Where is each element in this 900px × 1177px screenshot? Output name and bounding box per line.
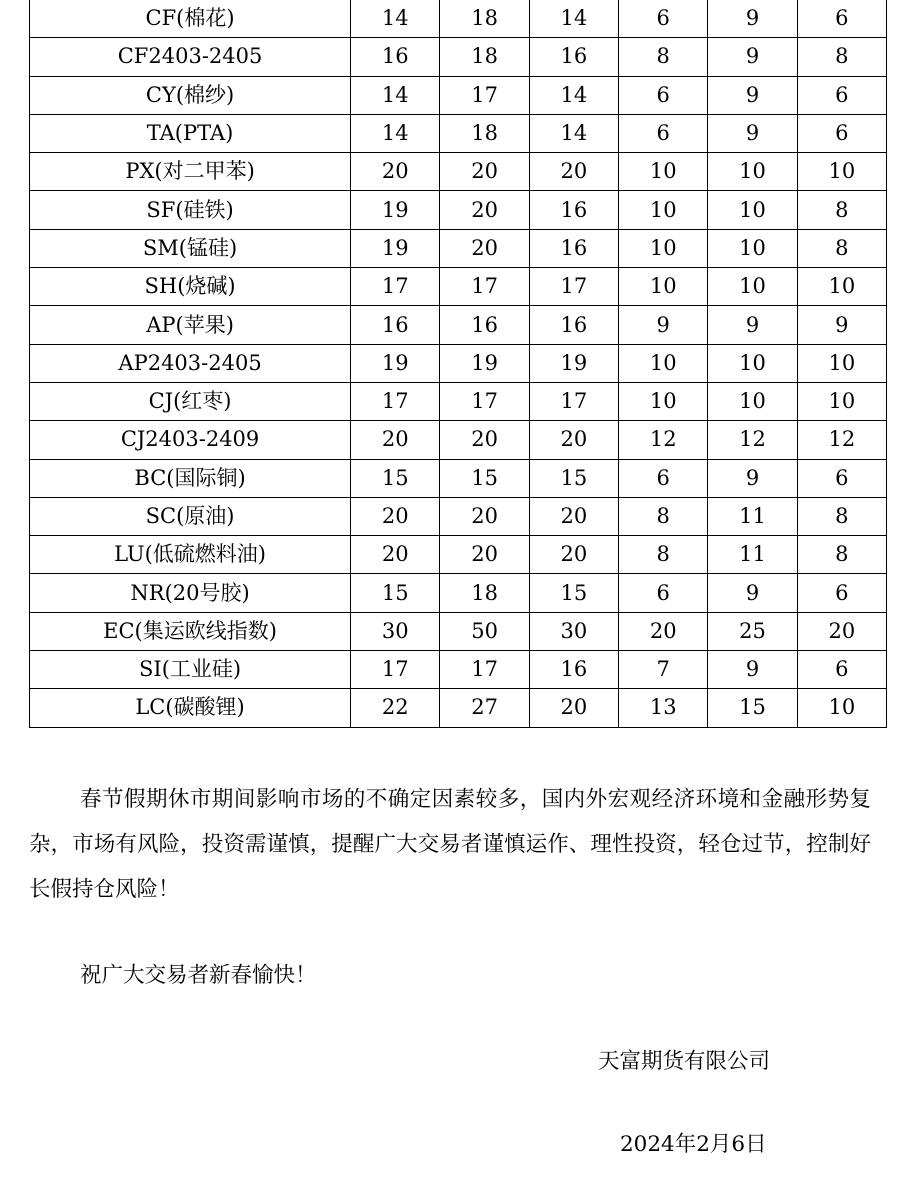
risk-notice-paragraph: 春节假期休市期间影响市场的不确定因素较多，国内外宏观经济环境和金融形势复杂，市场有风险，投资需谨慎，提醒广大交易者谨慎运作、理性投资，轻仓过节，控制好长假持仓风险！ (29, 787, 871, 902)
value-cell: 12 (797, 421, 886, 459)
value-cell: 17 (440, 651, 529, 689)
table-row (30, 268, 887, 306)
value-cell: 18 (440, 38, 529, 76)
table-row (30, 497, 887, 535)
value-cell: 18 (440, 114, 529, 152)
value-cell: 6 (619, 114, 708, 152)
value-cell: 50 (440, 612, 529, 650)
contract-name-cell: NR(20号胶) (30, 574, 351, 612)
table-row (30, 651, 887, 689)
value-cell: 10 (708, 344, 797, 382)
value-cell: 6 (797, 76, 886, 114)
value-cell: 17 (351, 651, 440, 689)
table-row (30, 612, 887, 650)
value-cell: 7 (619, 651, 708, 689)
value-cell: 18 (440, 574, 529, 612)
table-row (30, 459, 887, 497)
value-cell: 11 (708, 536, 797, 574)
value-cell: 20 (440, 421, 529, 459)
value-cell: 16 (529, 191, 618, 229)
value-cell: 15 (351, 574, 440, 612)
table-row (30, 191, 887, 229)
value-cell: 16 (351, 306, 440, 344)
contract-name-cell: CY(棉纱) (30, 76, 351, 114)
value-cell: 20 (440, 536, 529, 574)
contract-name-cell: SF(硅铁) (30, 191, 351, 229)
value-cell: 20 (440, 497, 529, 535)
value-cell: 8 (797, 38, 886, 76)
contract-name-cell: CF(棉花) (30, 0, 351, 38)
value-cell: 15 (351, 459, 440, 497)
value-cell: 15 (529, 459, 618, 497)
value-cell: 16 (529, 38, 618, 76)
value-cell: 11 (708, 497, 797, 535)
table-row (30, 344, 887, 382)
value-cell: 14 (351, 0, 440, 38)
contract-name-cell: CJ(红枣) (30, 382, 351, 420)
value-cell: 20 (440, 191, 529, 229)
value-cell: 15 (440, 459, 529, 497)
value-cell: 14 (529, 114, 618, 152)
value-cell: 6 (797, 0, 886, 38)
value-cell: 12 (619, 421, 708, 459)
value-cell: 6 (797, 574, 886, 612)
value-cell: 30 (351, 612, 440, 650)
value-cell: 9 (708, 0, 797, 38)
value-cell: 25 (708, 612, 797, 650)
table-row (30, 229, 887, 267)
contract-name-cell: TA(PTA) (30, 114, 351, 152)
value-cell: 20 (440, 153, 529, 191)
table-row (30, 114, 887, 152)
signature-date: 2024年2月6日 (620, 1132, 767, 1157)
value-cell: 10 (797, 153, 886, 191)
value-cell: 10 (708, 268, 797, 306)
value-cell: 10 (619, 382, 708, 420)
value-cell: 20 (440, 229, 529, 267)
value-cell: 10 (619, 268, 708, 306)
value-cell: 13 (619, 689, 708, 727)
value-cell: 6 (797, 459, 886, 497)
value-cell: 10 (708, 191, 797, 229)
value-cell: 20 (529, 497, 618, 535)
value-cell: 14 (351, 114, 440, 152)
contract-name-cell: CF2403-2405 (30, 38, 351, 76)
value-cell: 15 (708, 689, 797, 727)
value-cell: 9 (708, 306, 797, 344)
value-cell: 16 (529, 306, 618, 344)
value-cell: 10 (708, 153, 797, 191)
value-cell: 20 (351, 153, 440, 191)
table-row (30, 38, 887, 76)
value-cell: 10 (619, 344, 708, 382)
contract-name-cell: AP(苹果) (30, 306, 351, 344)
value-cell: 27 (440, 689, 529, 727)
value-cell: 17 (529, 382, 618, 420)
value-cell: 10 (619, 191, 708, 229)
value-cell: 6 (619, 76, 708, 114)
value-cell: 8 (619, 536, 708, 574)
value-cell: 8 (797, 191, 886, 229)
contract-name-cell: EC(集运欧线指数) (30, 612, 351, 650)
table-row (30, 536, 887, 574)
value-cell: 10 (797, 268, 886, 306)
value-cell: 10 (797, 382, 886, 420)
contract-name-cell: BC(国际铜) (30, 459, 351, 497)
table-row (30, 0, 887, 38)
value-cell: 6 (797, 651, 886, 689)
value-cell: 9 (708, 114, 797, 152)
value-cell: 20 (529, 689, 618, 727)
table-row (30, 153, 887, 191)
value-cell: 17 (351, 268, 440, 306)
contract-name-cell: SI(工业硅) (30, 651, 351, 689)
contract-name-cell: AP2403-2405 (30, 344, 351, 382)
value-cell: 19 (351, 229, 440, 267)
table-row (30, 574, 887, 612)
value-cell: 10 (708, 229, 797, 267)
value-cell: 9 (708, 651, 797, 689)
value-cell: 6 (619, 574, 708, 612)
value-cell: 19 (529, 344, 618, 382)
value-cell: 20 (797, 612, 886, 650)
value-cell: 10 (619, 229, 708, 267)
value-cell: 9 (708, 574, 797, 612)
value-cell: 9 (619, 306, 708, 344)
contract-name-cell: CJ2403-2409 (30, 421, 351, 459)
value-cell: 9 (708, 38, 797, 76)
value-cell: 19 (351, 344, 440, 382)
value-cell: 10 (797, 344, 886, 382)
value-cell: 10 (797, 689, 886, 727)
value-cell: 17 (529, 268, 618, 306)
value-cell: 8 (619, 38, 708, 76)
value-cell: 10 (708, 382, 797, 420)
contract-name-cell: SH(烧碱) (30, 268, 351, 306)
contract-name-cell: LU(低硫燃料油) (30, 536, 351, 574)
value-cell: 8 (619, 497, 708, 535)
value-cell: 8 (797, 497, 886, 535)
value-cell: 22 (351, 689, 440, 727)
table-row (30, 382, 887, 420)
value-cell: 20 (529, 421, 618, 459)
contract-name-cell: SC(原油) (30, 497, 351, 535)
value-cell: 16 (351, 38, 440, 76)
value-cell: 19 (440, 344, 529, 382)
company-signature: 天富期货有限公司 (598, 1049, 771, 1074)
table-row (30, 76, 887, 114)
contract-name-cell: LC(碳酸锂) (30, 689, 351, 727)
value-cell: 9 (708, 76, 797, 114)
value-cell: 30 (529, 612, 618, 650)
table-row (30, 421, 887, 459)
value-cell: 20 (529, 536, 618, 574)
table-row (30, 689, 887, 727)
value-cell: 20 (529, 153, 618, 191)
value-cell: 18 (440, 0, 529, 38)
value-cell: 8 (797, 536, 886, 574)
value-cell: 16 (529, 229, 618, 267)
value-cell: 14 (351, 76, 440, 114)
contract-name-cell: PX(对二甲苯) (30, 153, 351, 191)
value-cell: 19 (351, 191, 440, 229)
contract-name-cell: SM(锰硅) (30, 229, 351, 267)
value-cell: 17 (351, 382, 440, 420)
value-cell: 20 (351, 497, 440, 535)
table-row (30, 306, 887, 344)
value-cell: 17 (440, 268, 529, 306)
value-cell: 20 (351, 536, 440, 574)
margin-table-body (30, 0, 887, 727)
value-cell: 20 (351, 421, 440, 459)
value-cell: 17 (440, 76, 529, 114)
value-cell: 6 (619, 0, 708, 38)
value-cell: 6 (619, 459, 708, 497)
value-cell: 14 (529, 0, 618, 38)
value-cell: 16 (440, 306, 529, 344)
value-cell: 17 (440, 382, 529, 420)
value-cell: 9 (708, 459, 797, 497)
value-cell: 9 (797, 306, 886, 344)
value-cell: 20 (619, 612, 708, 650)
value-cell: 12 (708, 421, 797, 459)
value-cell: 8 (797, 229, 886, 267)
value-cell: 6 (797, 114, 886, 152)
value-cell: 10 (619, 153, 708, 191)
value-cell: 14 (529, 76, 618, 114)
greeting-text: 祝广大交易者新春愉快！ (80, 963, 317, 988)
value-cell: 15 (529, 574, 618, 612)
margin-table (29, 0, 887, 728)
value-cell: 16 (529, 651, 618, 689)
